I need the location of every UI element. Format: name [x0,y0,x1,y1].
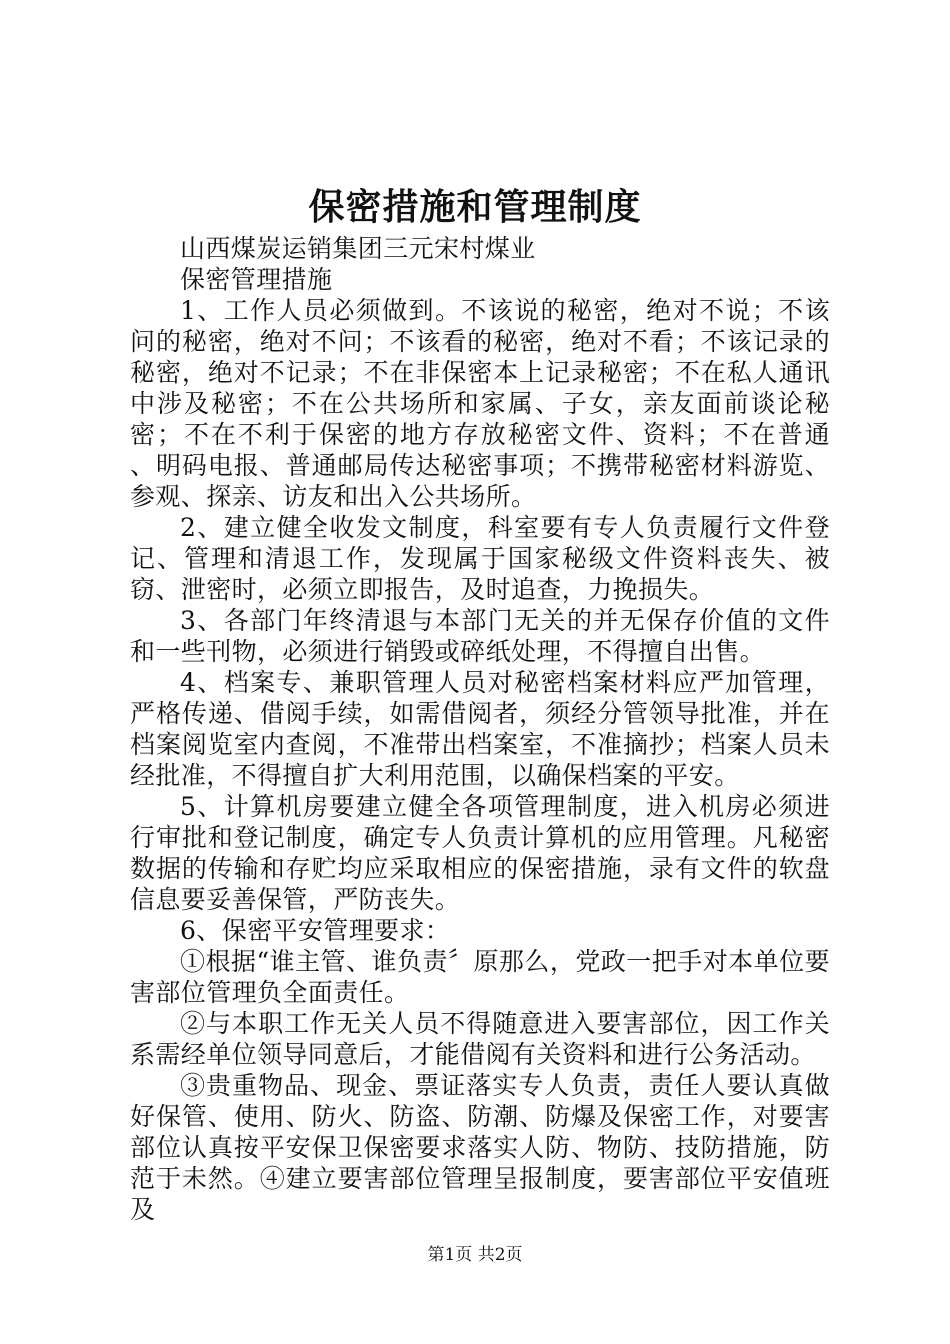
page-footer: 第1页 共2页 [427,1245,523,1265]
paragraph-1: 1、工作人员必须做到。不该说的秘密，绝对不说；不该问的秘密，绝对不问；不该看的秘密，绝对不看；不该记录的秘密，绝对不记录；不在非保密本上记录秘密；不在私人通讯中涉及秘密；不在公共场所和家属、子女，亲友面前谈论秘密；不在不利于保密的地方存放秘密文件、资料；不在普通 、明码电报、普通邮局传达秘密事项；不携带秘密材料游览、参观、探亲、访友和出入公共场所。 [130,296,864,511]
paragraph-6-item-2: ②与本职工作无关人员不得随意进入要害部位，因工作关系需经单位领导同意后，才能借阅有关资料和进行公务活动。 [130,1009,830,1069]
document-title: 保密措施和管理制度 [308,186,642,228]
paragraph-3: 3、各部门年终清退与本部门无关的并无保存价值的文件和一些刊物，必须进行销毁或碎纸处理，不得擅自出售。 [130,606,830,666]
paragraph-6-item-3: ③贵重物品、现金、票证落实专人负责，责任人要认真做好保管、使用、防火、防盗、防潮、防爆及保密工作，对要害部位认真按平安保卫保密要求落实人防、物防、技防措施，防范于未然。④建立要害部位管理呈报制度，要害部位平安值班及 [130,1071,830,1224]
document-body [130,233,864,1225]
org-name-line: 山西煤炭运销集团三元宋村煤业 [180,234,536,263]
section-heading: 保密管理措施 [180,265,333,294]
paragraph-6: 6、保密平安管理要求： [180,916,451,945]
paragraph-2: 2、建立健全收发文制度，科室要有专人负责履行文件登记、管理和清退工作，发现属于国家秘级文件资料丧失、被窃、泄密时，必须立即报告，及时追查，力挽损失。 [130,513,830,604]
paragraph-5: 5、计算机房要建立健全各项管理制度，进入机房必须进行审批和登记制度，确定专人负责计算机的应用管理。凡秘密数据的传输和存贮均应采取相应的保密措施，录有文件的软盘信息要妥善保管，严防丧失。 [130,792,830,914]
paragraph-6-item-1: ①根据“谁主管、谁负责〞原那么，党政一把手对本单位要害部位管理负全面责任。 [130,947,830,1007]
paragraph-4: 4、档案专、兼职管理人员对秘密档案材料应严加管理，严格传递、借阅手续，如需借阅者，须经分管领导批准，并在档案阅览室内查阅，不准带出档案室，不准摘抄；档案人员未经批准，不得擅自扩大利用范围，以确保档案的平安。 [130,668,830,790]
